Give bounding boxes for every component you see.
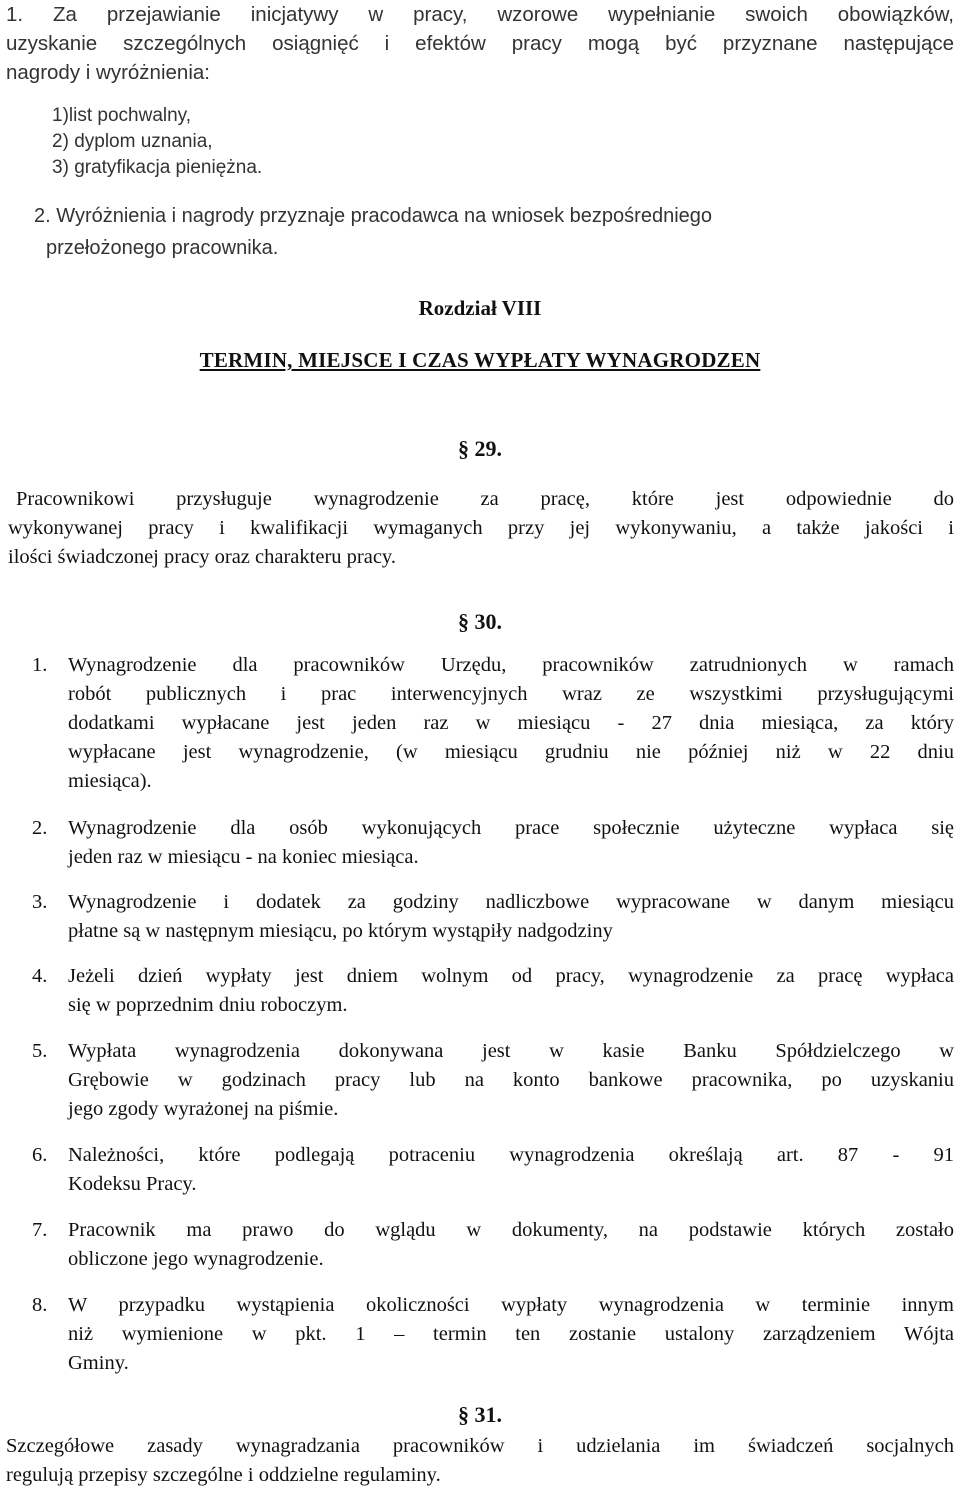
text-line: Kodeksu Pracy. xyxy=(68,1173,197,1195)
intro-paragraph xyxy=(6,0,954,87)
text-line: płatne są w następnym miesiącu, po którym wystąpiły nadgodziny xyxy=(68,920,613,942)
section-31-text xyxy=(6,1432,954,1490)
section-number: 31. xyxy=(474,1402,502,1427)
text-line: robót publicznych i prac interwencyjnych wraz ze wszystkimi przysługującymi xyxy=(68,683,954,705)
text-line: Pracownik ma prawo do wglądu w dokumenty, na podstawie których zostało xyxy=(68,1219,954,1241)
chapter-title-wrap xyxy=(0,346,960,376)
text-line: wykonywanej pracy i kwalifikacji wymaganych przy jej wykonywaniu, a także jakości i xyxy=(8,517,954,539)
text-line: się w poprzednim dniu roboczym. xyxy=(68,994,348,1016)
text-line: Pracownikowi przysługuje wynagrodzenie za pracę, które jest odpowiednie do xyxy=(16,488,954,510)
item-num: 3. xyxy=(32,891,48,913)
section-symbol: § xyxy=(458,436,469,461)
section-number: 30. xyxy=(474,609,502,634)
item-num: 2. xyxy=(32,817,48,839)
text-line: regulują przepisy szczególne i oddzielne regulaminy. xyxy=(6,1464,441,1486)
intro-num: 1. xyxy=(6,3,24,26)
item2-line xyxy=(34,202,712,231)
section-number: 29. xyxy=(474,436,502,461)
intro-line: uzyskanie szczególnych osiągnięć i efektów pracy mogą być przyznane następujące xyxy=(6,32,954,55)
item-num: 8. xyxy=(32,1294,48,1316)
text-line: Należności, które podlegają potraceniu wynagrodzenia określają art. 87 - 91 xyxy=(68,1144,954,1166)
award-item xyxy=(52,153,262,182)
section-symbol: § xyxy=(458,1402,469,1427)
text-line: dodatkami wypłacane jest jeden raz w miesiącu - 27 dnia miesiąca, za który xyxy=(68,712,954,734)
text-line: Wynagrodzenie dla pracowników Urzędu, pracowników zatrudnionych w ramach xyxy=(68,654,954,676)
section-30-heading xyxy=(458,607,502,636)
text-line: jego zgody wyrażonej na piśmie. xyxy=(68,1098,339,1120)
section-29-text xyxy=(8,485,954,572)
text-line: Gminy. xyxy=(68,1352,129,1374)
item-num: 4. xyxy=(32,965,48,987)
text-line: W przypadku wystąpienia okoliczności wypłaty wynagrodzenia w terminie innym xyxy=(68,1294,954,1316)
item-num: 1. xyxy=(32,654,48,676)
text-line: Szczegółowe zasady wynagradzania pracowników i udzielania im świadczeń socjalnych xyxy=(6,1435,954,1457)
chapter-label: Rozdział VIII xyxy=(418,296,542,320)
text-line: miesiąca). xyxy=(68,770,152,792)
text-line: Grębowie w godzinach pracy lub na konto bankowe pracownika, po uzyskaniu xyxy=(68,1069,954,1091)
chapter-title: TERMIN, MIEJSCE I CZAS WYPŁATY WYNAGRODZEN xyxy=(199,348,761,372)
text-line: jeden raz w miesiącu - na koniec miesiąca. xyxy=(68,846,419,868)
text-line: ilości świadczonej pracy oraz charakteru pracy. xyxy=(8,546,396,568)
item-num: 5. xyxy=(32,1040,48,1062)
text-line: Wynagrodzenie i dodatek za godziny nadliczbowe wypracowane w danym miesiącu xyxy=(68,891,954,913)
award-num: 1) xyxy=(52,105,69,126)
item-num: 6. xyxy=(32,1144,48,1166)
section-29-heading xyxy=(458,434,502,463)
section-31-heading xyxy=(458,1400,502,1429)
item2-num: 2. xyxy=(34,205,51,227)
text-line: obliczone jego wynagrodzenie. xyxy=(68,1248,324,1270)
award-num: 2) xyxy=(52,131,69,152)
item2-text: Wyróżnienia i nagrody przyznaje pracodawca na wniosek bezpośredniego xyxy=(56,205,713,227)
text-line: Wynagrodzenie dla osób wykonujących prace społecznie użyteczne wypłaca się xyxy=(68,817,954,839)
item-num: 7. xyxy=(32,1219,48,1241)
section-symbol: § xyxy=(458,609,469,634)
text-line: wypłacane jest wynagrodzenie, (w miesiącu grudniu nie później niż w 22 dniu xyxy=(68,741,954,763)
text-line: niż wymienione w pkt. 1 – termin ten zostanie ustalony zarządzeniem Wójta xyxy=(68,1323,954,1345)
intro-line: nagrody i wyróżnienia: xyxy=(6,61,210,84)
award-text: gratyfikacja pieniężna. xyxy=(74,157,263,178)
award-item xyxy=(52,127,213,156)
text-line: Jeżeli dzień wypłaty jest dniem wolnym od pracy, wynagrodzenie za pracę wypłaca xyxy=(68,965,954,987)
award-num: 3) xyxy=(52,157,69,178)
text-line: Wypłata wynagrodzenia dokonywana jest w kasie Banku Spółdzielczego w xyxy=(68,1040,954,1062)
intro-line: Za przejawianie inicjatywy w pracy, wzorowe wypełnianie swoich obowiązków, xyxy=(53,3,954,26)
award-text: list pochwalny, xyxy=(68,105,192,126)
item2-line: przełożonego pracownika. xyxy=(46,237,279,259)
award-item xyxy=(52,101,191,130)
award-text: dyplom uznania, xyxy=(74,131,213,152)
